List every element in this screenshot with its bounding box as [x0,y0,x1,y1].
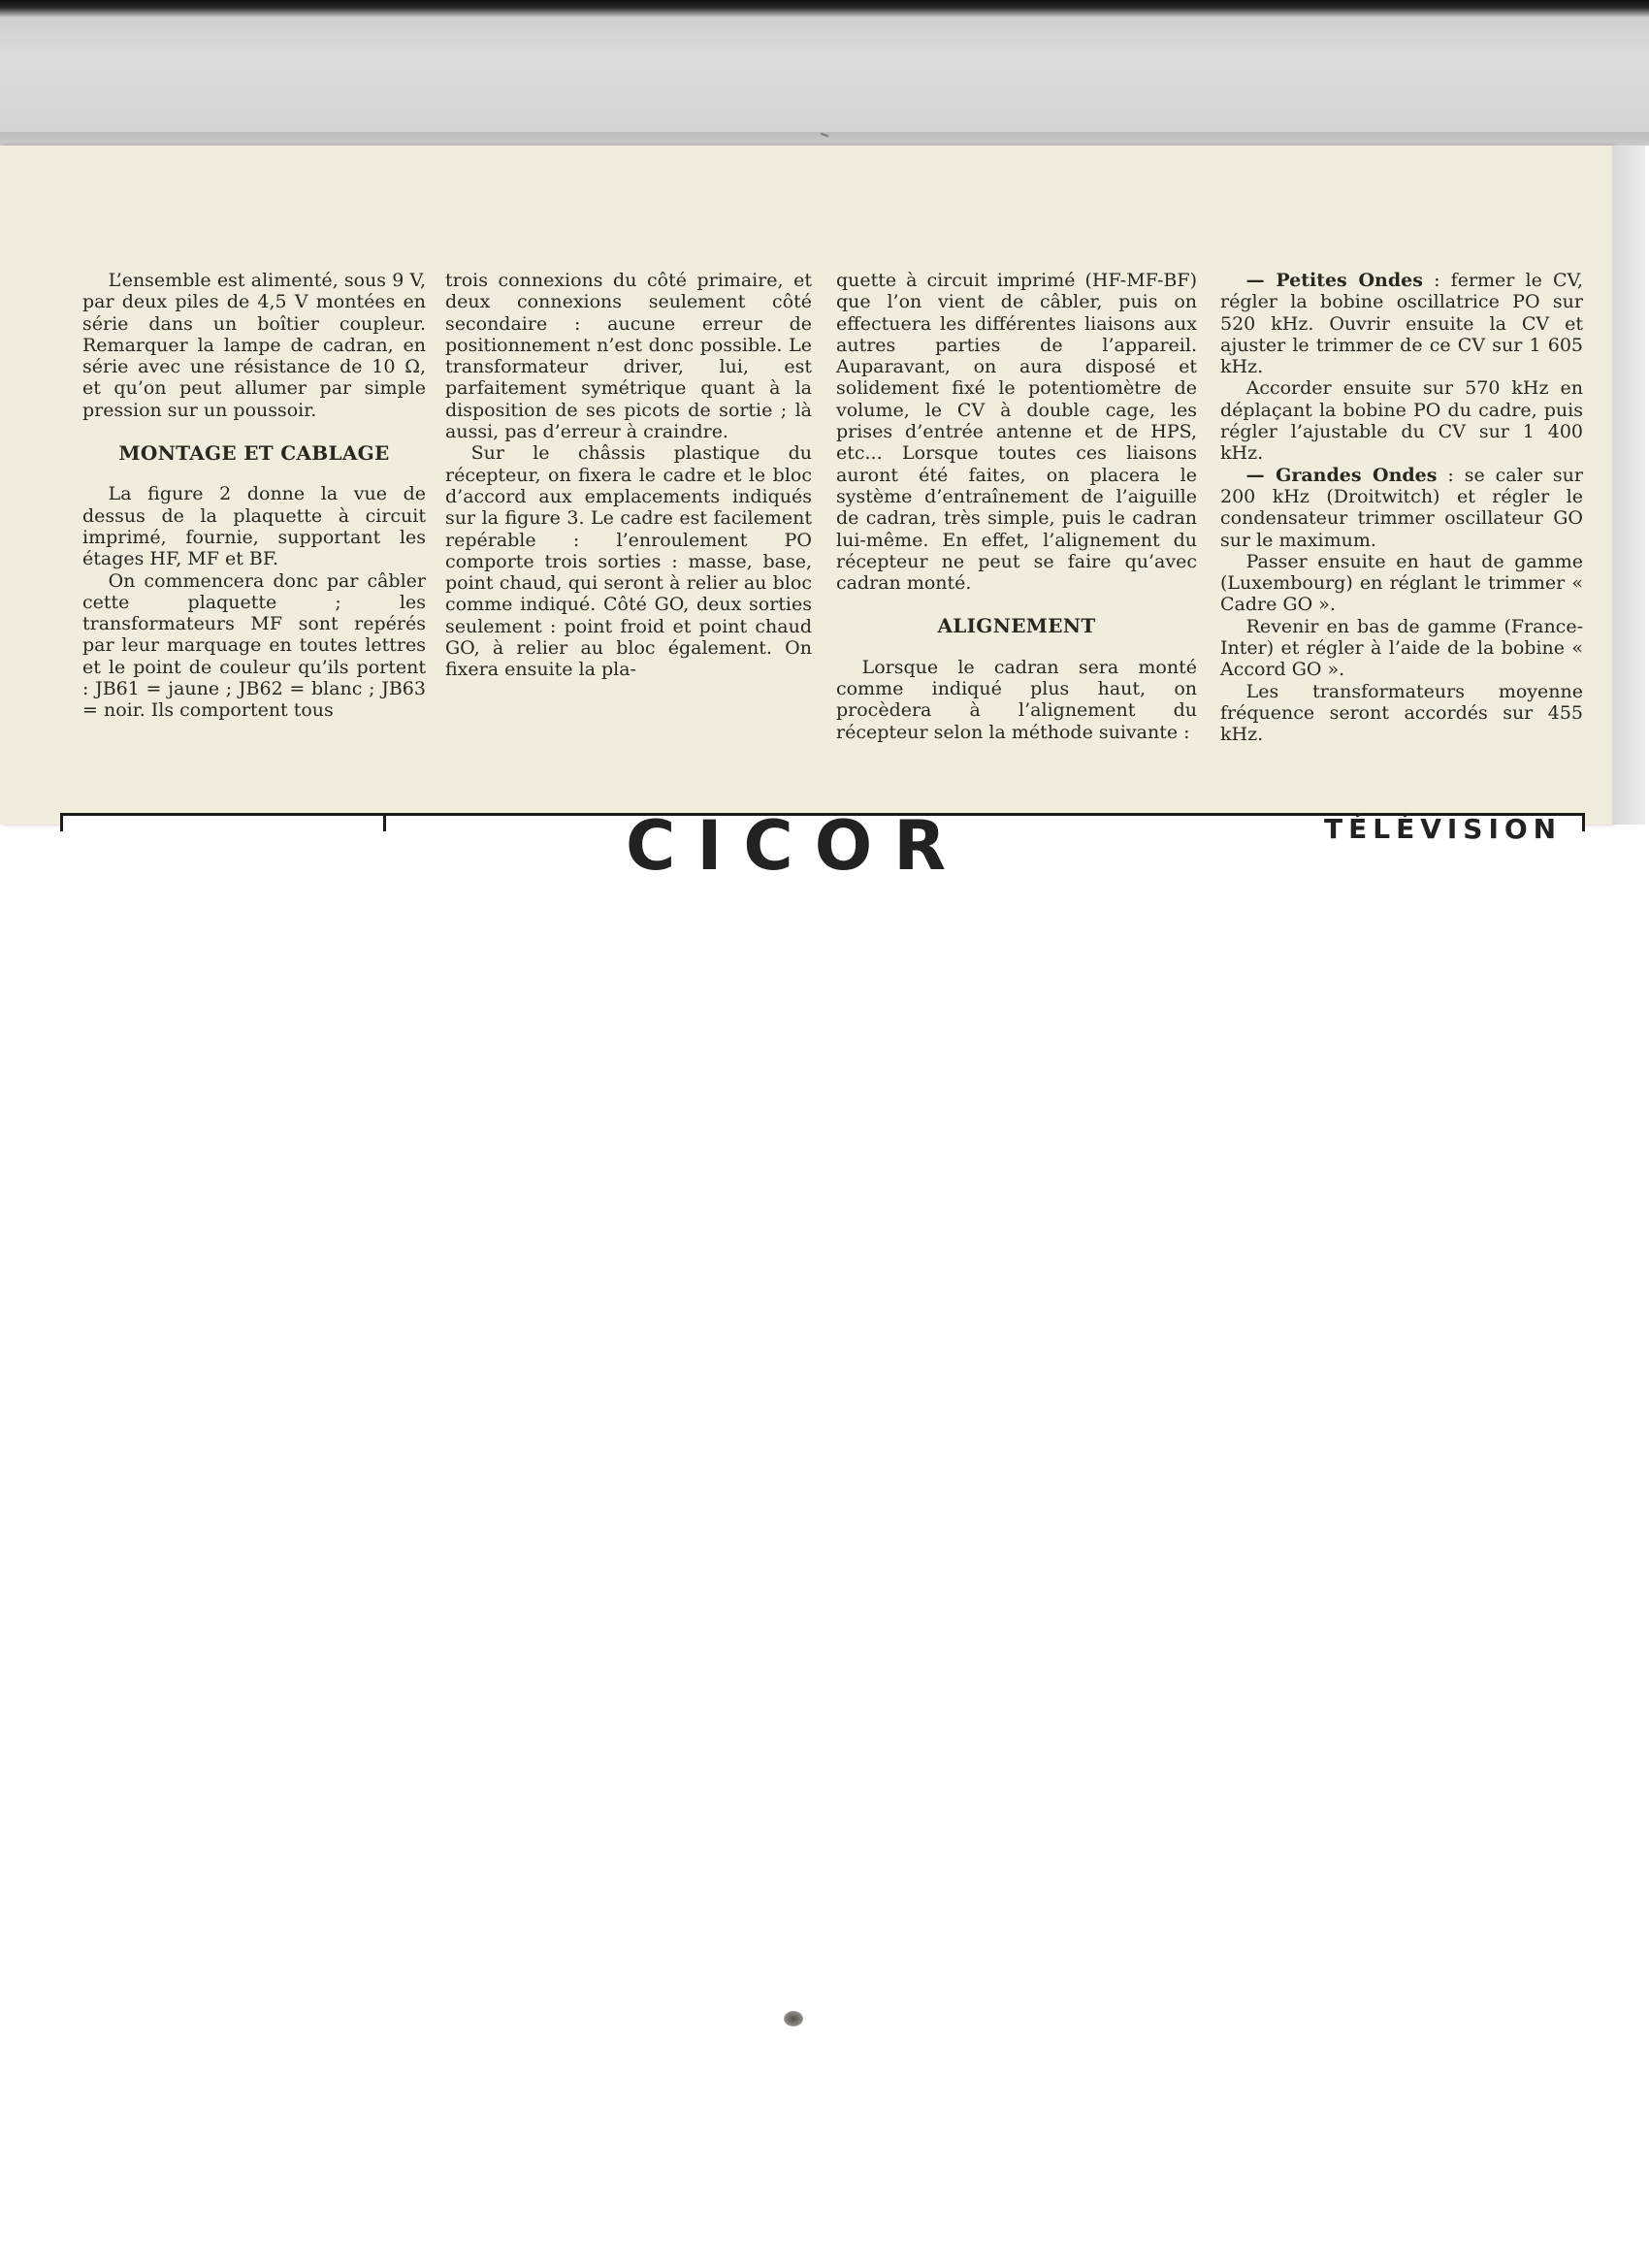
petites-ondes-label: — Petites Ondes [1245,270,1423,291]
paragraph-grandes-ondes [1220,465,1583,551]
ad-title: CICOR [626,806,968,886]
paragraph-bas-de-gamme: Revenir en bas de gamme (France-Inter) et régler à l’aide de la bobine « Accord GO ». [1220,615,1583,681]
paragraph-petites-ondes [1220,270,1583,377]
ad-divider [383,816,386,831]
paragraph-haut-de-gamme: Passer ensuite en haut de gamme (Luxembourg) en réglant le trimmer « Cadre GO ». [1220,550,1583,616]
paragraph-cabler-plaquette: On commencera donc par câbler cette plaquette ; les transformateurs MF sont repérés par leur marquage en toutes lettres et le point de couleur qu’ils portent : JB61 = jaune ; JB62 = blanc ; JB63 = noir. Ils comportent tous [82,569,426,722]
ad-subtitle: TÉLÉVISION [1324,813,1563,845]
paragraph-cadran-monte: Lorsque le cadran sera monté comme indiqué plus haut, on procèdera à l’alignement du récepteur selon la méthode suivante : [836,656,1197,743]
heading-montage-cablage: MONTAGE ET CABLAGE [118,441,390,466]
paragraph-power-supply: L’ensemble est alimenté, sous 9 V, par deux piles de 4,5 V montées en série dans un boîtier coupleur. Remarquer la lampe de cadran, en série avec une résistance de 10 Ω, et qu’on peut allumer par simple pression sur un poussoir. [82,270,426,421]
grandes-ondes-label: — Grandes Ondes [1245,464,1438,486]
article-column-2 [445,270,812,784]
article-column-1 [82,270,426,784]
article-column-3 [836,270,1197,784]
scan-spot [784,2011,803,2026]
paragraph-chassis: Sur le châssis plastique du récepteur, on fixera le cadre et le bloc d’accord aux emplacements indiqués sur la figure 3. Le cadre est facilement repérable : l’enroulement PO comporte trois sorties : masse, base, point chaud, qui seront à relier au bloc comme indiqué. Côté GO, deux sorties seulement : point froid et point chaud GO, à relier au bloc également. On fixera ensuite la pla- [445,442,812,681]
paragraph-accorder-570: Accorder ensuite sur 570 kHz en déplaçant la bobine PO du cadre, puis régler l’ajustable du CV sur 1 400 kHz. [1220,377,1583,465]
paragraph-connexions: trois connexions du côté primaire, et deux connexions seulement côté secondaire : aucune erreur de positionnement n’est donc possible. Le transformateur driver, lui, est parfaitement symétrique quant à la disposition de ses picots de sortie ; là aussi, pas d’erreur à craindre. [445,270,812,443]
paragraph-figure-2: La figure 2 donne la vue de dessus de la plaquette à circuit imprimé, fournie, supportant les étages HF, MF et BF. [82,483,426,570]
scanner-top-shadow [0,0,1649,146]
petites-ondes-text: : fermer le CV, régler la bobine oscillatrice PO sur 520 kHz. Ouvrir ensuite la CV et ajuster le trimmer de ce CV sur 1 605 kHz. [1220,270,1583,378]
grandes-ondes-text: : se caler sur 200 kHz (Droitwitch) et régler le condensateur trimmer oscillateur GO sur le maximum. [1220,464,1583,551]
paragraph-plaquette-liaisons: quette à circuit imprimé (HF-MF-BF) que l’on vient de câbler, puis on effectuera les différentes liaisons aux autres parties de l’appareil. Auparavant, on aura disposé et solidement fixé le potentiomètre de volume, le CV à double cage, les prises d’entrée antenne et de HPS, etc... Lorsque toutes ces liaisons auront été faites, on placera le système d’entraînement de l’aiguille de cadran, très simple, puis le cadran lui-même. En effet, l’alignement du récepteur ne peut se faire qu’avec cadran monté. [836,270,1197,595]
heading-alignement: ALIGNEMENT [937,614,1096,638]
paragraph-transformateurs-mf: Les transformateurs moyenne fréquence seront accordés sur 455 kHz. [1220,680,1583,746]
article-column-4 [1220,270,1583,784]
clipping-right-edge [1612,146,1645,825]
advertisement-band [60,806,1585,886]
